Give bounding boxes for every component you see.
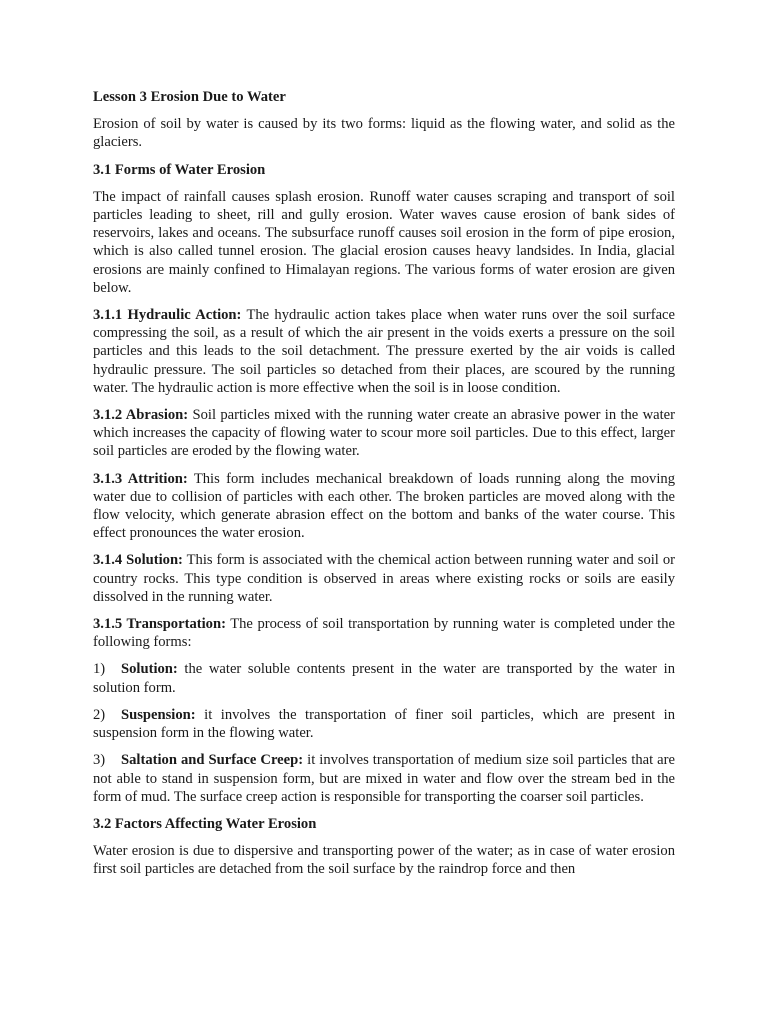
transport-form-item <box>93 706 675 742</box>
section-heading-3-1: 3.1 Forms of Water Erosion <box>93 161 266 178</box>
section-body-3-1: The impact of rainfall causes splash erosion. Runoff water causes scraping and transport of soil particles leading to sheet, rill and gully erosion. Water waves cause erosion of bank sides of reservoirs, lakes and oceans. The subsurface runoff causes soil erosion in the form of pipe erosion, which is also called tunnel erosion. The glacial erosion causes heavy landsides. In India, glacial erosions are mainly confined to Himalayan regions. The various forms of water erosion are given below. <box>93 188 675 296</box>
lesson-title: Lesson 3 Erosion Due to Water <box>93 89 286 105</box>
document-page <box>93 88 675 888</box>
subsection-hydraulic-action <box>93 306 675 397</box>
list-number: 1) <box>93 661 106 678</box>
intro-paragraph: Erosion of soil by water is caused by its two forms: liquid as the flowing water, and solid as the glaciers. <box>93 116 675 151</box>
list-item-label: Suspension: <box>121 706 196 723</box>
subsection-label: 3.1.3 Attrition: <box>93 470 188 487</box>
list-item-label: Saltation and Surface Creep: <box>121 752 304 769</box>
subsection-label: 3.1.1 Hydraulic Action: <box>93 307 242 324</box>
list-item-text: the water soluble contents present in the water are transported by the water in solution form. <box>93 661 675 696</box>
transport-form-item <box>93 660 675 696</box>
subsection-text: The hydraulic action takes place when water runs over the soil surface compressing the soil, as a result of which the air present in the voids exerts a pressure on the soil particles and this leads to the soil detachment. The pressure exerted by the air voids is called hydraulic pressure. The soil particles so detached from their places, are scoured by the running water. The hydraulic action is more effective when the soil is in loose condition. <box>93 307 676 396</box>
list-number: 2) <box>93 706 106 723</box>
section-heading-3-2: 3.2 Factors Affecting Water Erosion <box>93 815 317 832</box>
subsection-text: The process of soil transportation by running water is completed under the following forms: <box>93 616 676 651</box>
subsection-text: Soil particles mixed with the running water create an abrasive power in the water which increases the capacity of flowing water to scour more soil particles. Due to this effect, larger soil particles are eroded by the flowing water. <box>93 407 676 460</box>
subsection-label: 3.1.5 Transportation: <box>93 616 226 633</box>
list-number: 3) <box>93 752 106 769</box>
subsection-label: 3.1.4 Solution: <box>93 552 183 569</box>
list-item-text: it involves transportation of medium size soil particles that are not able to stand in suspension form, but are mixed in water and flow over the stream bed in the form of mud. The surface creep action is responsible for transporting the coarser soil particles. <box>93 752 675 805</box>
subsection-text: This form is associated with the chemical action between running water and soil or country rocks. This type condition is observed in areas where existing rocks or soils are easily dissolved in the running water. <box>93 552 675 605</box>
subsection-abrasion <box>93 406 675 461</box>
subsection-solution <box>93 551 675 606</box>
subsection-transportation <box>93 615 675 651</box>
list-item-text: it involves the transportation of finer soil particles, which are present in suspension form in the flowing water. <box>93 706 675 742</box>
subsection-text: This form includes mechanical breakdown of loads running along the moving water due to collision of particles with each other. The broken particles are moved along with the flow velocity, which generate abrasion effect on the bottom and banks of the water course. This effect pronounces the water erosion. <box>93 470 675 542</box>
section-body-3-2: Water erosion is due to dispersive and transporting power of the water; as in case of water erosion first soil particles are detached from the soil surface by the raindrop force and then <box>93 843 675 878</box>
subsection-label: 3.1.2 Abrasion: <box>93 407 189 424</box>
list-item-label: Solution: <box>121 661 178 678</box>
subsection-attrition <box>93 470 675 543</box>
transport-form-item <box>93 751 675 806</box>
